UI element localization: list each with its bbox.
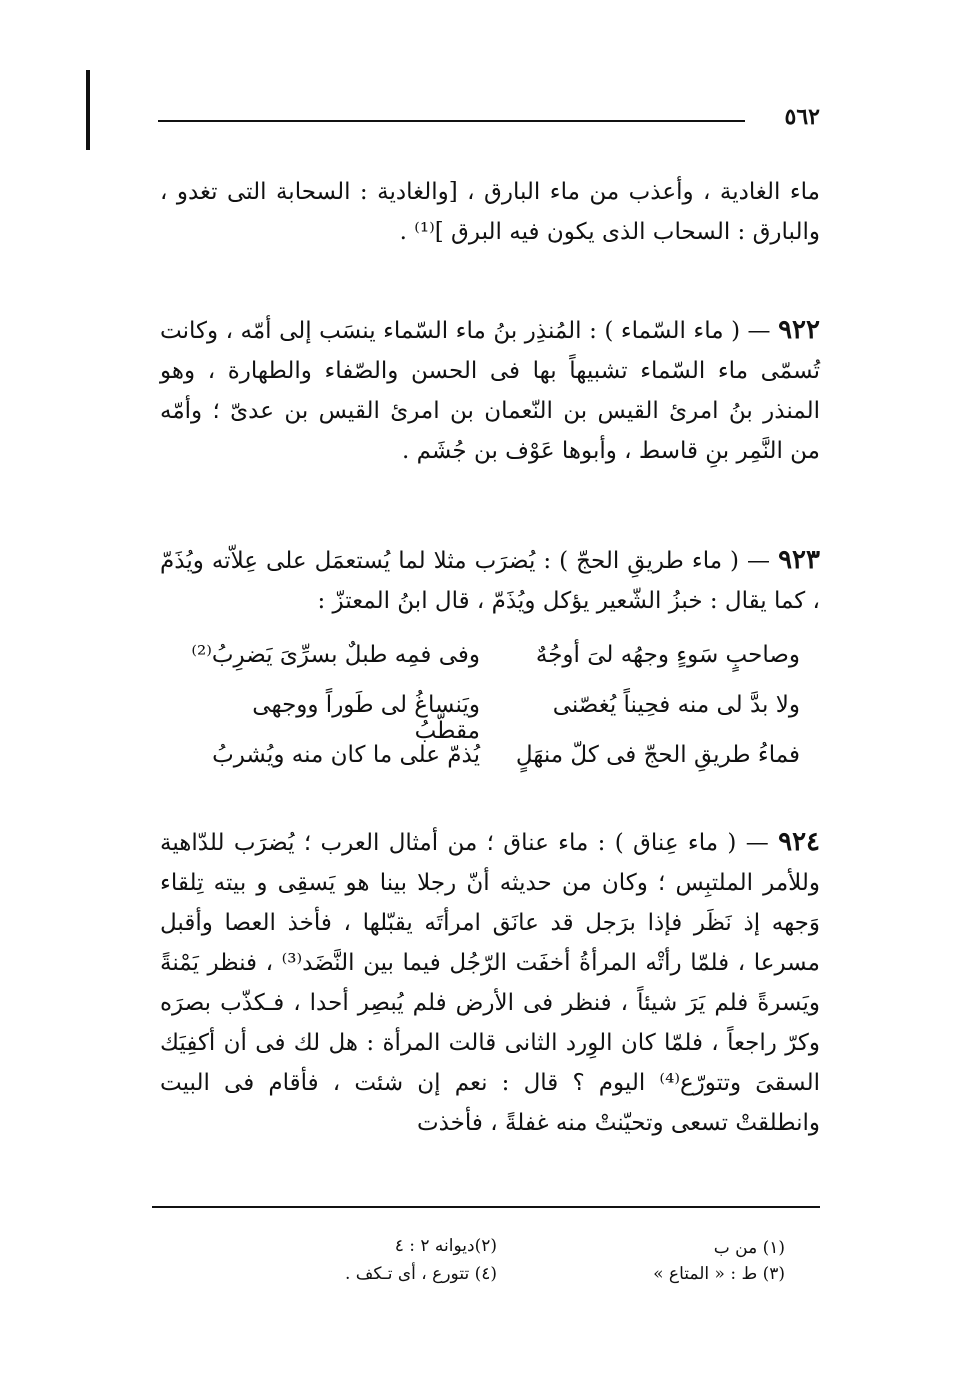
verse-first-hemistich: ولا بدَّ لى منه فحِيناً يُغصّنى	[552, 692, 800, 718]
entry-924	[160, 822, 820, 1143]
footnote-4: (٤) تتورع ، أى تـكف .	[344, 1264, 497, 1284]
verse-line	[180, 692, 800, 744]
entry-number: ٩٢٤	[778, 827, 821, 857]
verse-line	[180, 742, 800, 782]
footnote-1: (١) من ب	[713, 1238, 785, 1258]
entry-923	[160, 540, 820, 621]
verse-second-hemistich: يُذمّ على ما كان منه ويُشربُ	[212, 742, 480, 768]
verse-first-hemistich: فماءُ طريقِ الحجّ فى كلّ منهَلٍ	[515, 742, 800, 768]
verse-second-hemistich: وفى فمِه طبلٌ بسرِّىَ يَضرِبُ⁽²⁾	[191, 642, 480, 668]
verse-second-hemistich: ويَنساغُ لى طَوراً ووجهى مقطّبُ	[252, 692, 480, 744]
entry-number: ٩٢٣	[778, 545, 820, 575]
header-rule	[158, 120, 745, 122]
continuation-paragraph: ماء الغادية ، وأعذب من ماء البارق ، [والغادية : السحابة التى تغدو ، والبارق : السحاب الذى يكون فيه البرق ]⁽¹⁾ .	[160, 179, 820, 245]
footnote-3: (٣) ط : « المتاع »	[653, 1264, 785, 1284]
entry-text: — ( ماء السّماء ) : المُنذِر بنُ ماء السّماء ينسَب إلى أمّه ، وكانت تُسمّى ماء السّماء تشبيهاً بها فى الحسن والصّفاء والطهارة ، وهو المنذر بنُ امرئ القيس بن النّعمان بن امرئ القيس بن عدىّ ؛ وأمّه من النَّمِر بنِ قاسط ، وأبوها عَوْف بن جُشَم .	[160, 318, 820, 464]
verse-first-hemistich: وصاحبٍ سَوءٍ وجهُه لىَ أوجُهٌ	[535, 642, 800, 668]
entry-922	[160, 310, 820, 471]
footnote-2: (٢)ديوانه ٢ : ٤	[394, 1236, 497, 1256]
entry-number: ٩٢٢	[778, 315, 820, 345]
page-header	[158, 104, 820, 134]
footnote-rule	[152, 1206, 820, 1208]
entry-text: — ( ماء عِناق ) : ماء عناق ؛ من أمثال العرب ؛ يُضرَب للدّاهية وللأمر الملتبِس ؛ وكان من حديثه أنّ رجلا بينا هو يَسقِى و بيته تِلقاء وَجهه إذ نَظَر فإذا برَجل قد عانَق امرأتَه يقبّلها ، فأخذ العصا وأقبل مسرعا ، فلمّا رأتْه المرأةُ أخفَت الرّجُل فيما بين النَّضَد⁽³⁾ ، فنظر يَمْنةً ويَسرةً فلم يَرَ شيئاً ، فنظر فى الأرض فلم يُبصِر أحدا ، فـكذّب بصرَه وكرّ راجعاً ، فلمّا كان الوِرد الثانى قالت المرأة : هل لك فى أن أكفِيَك السقىَ وتتورّع⁽⁴⁾ اليوم ؟ قال : نعم إن شئت ، فأقام فى البيت وانطلقتْ تسعى وتحيّنتْ منه غفلةً ، فأخذت	[160, 830, 820, 1136]
margin-mark	[86, 70, 90, 150]
page-number: ٥٦٢	[784, 104, 820, 130]
entry-text: — ( ماء طريقِ الحجّ ) : يُضرَب مثلا لما يُستعمَل على عِلاّته ويُذَمّ ، كما يقال : خبزُ الشّعير يؤكل ويُذَمّ ، قال ابنُ المعتزّ :	[160, 548, 820, 614]
verse-line	[180, 642, 800, 682]
